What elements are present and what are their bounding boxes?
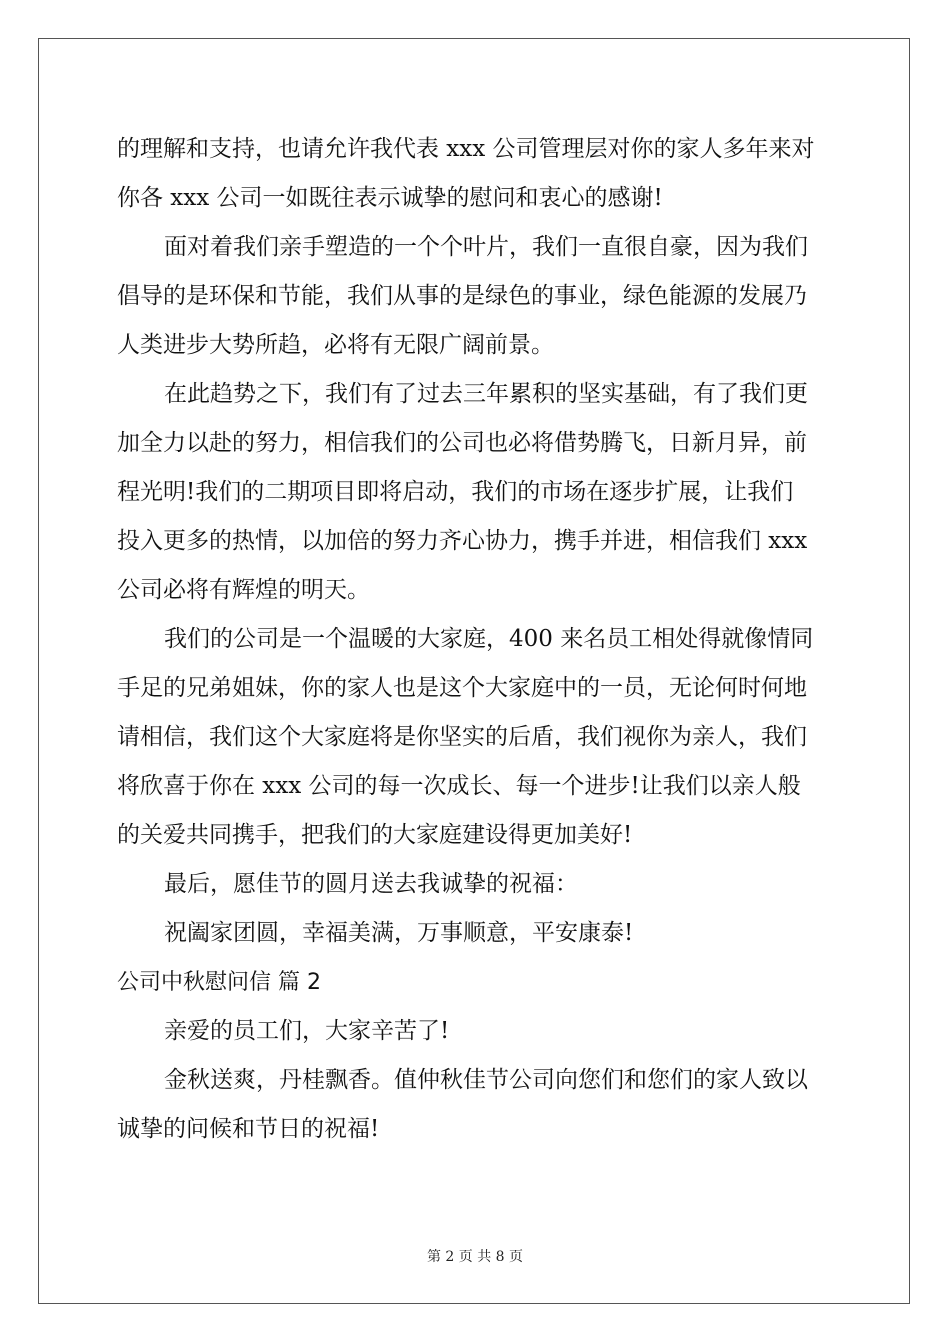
text-line: 将欣喜于你在 xxx 公司的每一次成长、每一个进步!让我们以亲人般	[117, 773, 801, 799]
paragraph-first-line: 最后，愿佳节的圆月送去我诚挚的祝福：	[164, 871, 578, 897]
paragraph-first-line: 我们的公司是一个温暖的大家庭，400 来名员工相处得就像情同	[164, 626, 814, 652]
text-line: 请相信，我们这个大家庭将是你坚实的后盾，我们视你为亲人，我们	[117, 724, 807, 750]
text-line: 投入更多的热情，以加倍的努力齐心协力，携手并进，相信我们 xxx	[117, 528, 808, 554]
text-line: 诚挚的问候和节日的祝福!	[117, 1116, 380, 1142]
text-line: 加全力以赴的努力，相信我们的公司也必将借势腾飞，日新月异，前	[117, 430, 807, 456]
text-line: 的理解和支持，也请允许我代表 xxx 公司管理层对你的家人多年来对	[117, 136, 815, 162]
paragraph-first-line: 祝阖家团圆，幸福美满，万事顺意，平安康泰!	[164, 920, 634, 946]
text-line: 公司必将有辉煌的明天。	[117, 577, 370, 603]
paragraph-first-line: 金秋送爽，丹桂飘香。值仲秋佳节公司向您们和您们的家人致以	[164, 1067, 808, 1093]
text-line: 你各 xxx 公司一如既往表示诚挚的慰问和衷心的感谢!	[117, 185, 663, 211]
text-line: 手足的兄弟姐妹，你的家人也是这个大家庭中的一员，无论何时何地	[117, 675, 807, 701]
paragraph-first-line: 面对着我们亲手塑造的一个个叶片，我们一直很自豪，因为我们	[164, 234, 808, 260]
text-line: 程光明!我们的二期项目即将启动，我们的市场在逐步扩展，让我们	[117, 479, 794, 505]
text-line: 倡导的是环保和节能，我们从事的是绿色的事业，绿色能源的发展乃	[117, 283, 807, 309]
document-body	[117, 125, 835, 1154]
page-number-footer: 第 2 页 共 8 页	[426, 1249, 524, 1265]
text-line: 人类进步大势所趋，必将有无限广阔前景。	[117, 332, 554, 358]
paragraph-first-line: 亲爱的员工们，大家辛苦了!	[164, 1018, 450, 1044]
paragraph-first-line: 在此趋势之下，我们有了过去三年累积的坚实基础，有了我们更	[164, 381, 808, 407]
section-heading: 公司中秋慰问信 篇 2	[117, 970, 321, 995]
text-line: 的关爱共同携手，把我们的大家庭建设得更加美好!	[117, 822, 633, 848]
